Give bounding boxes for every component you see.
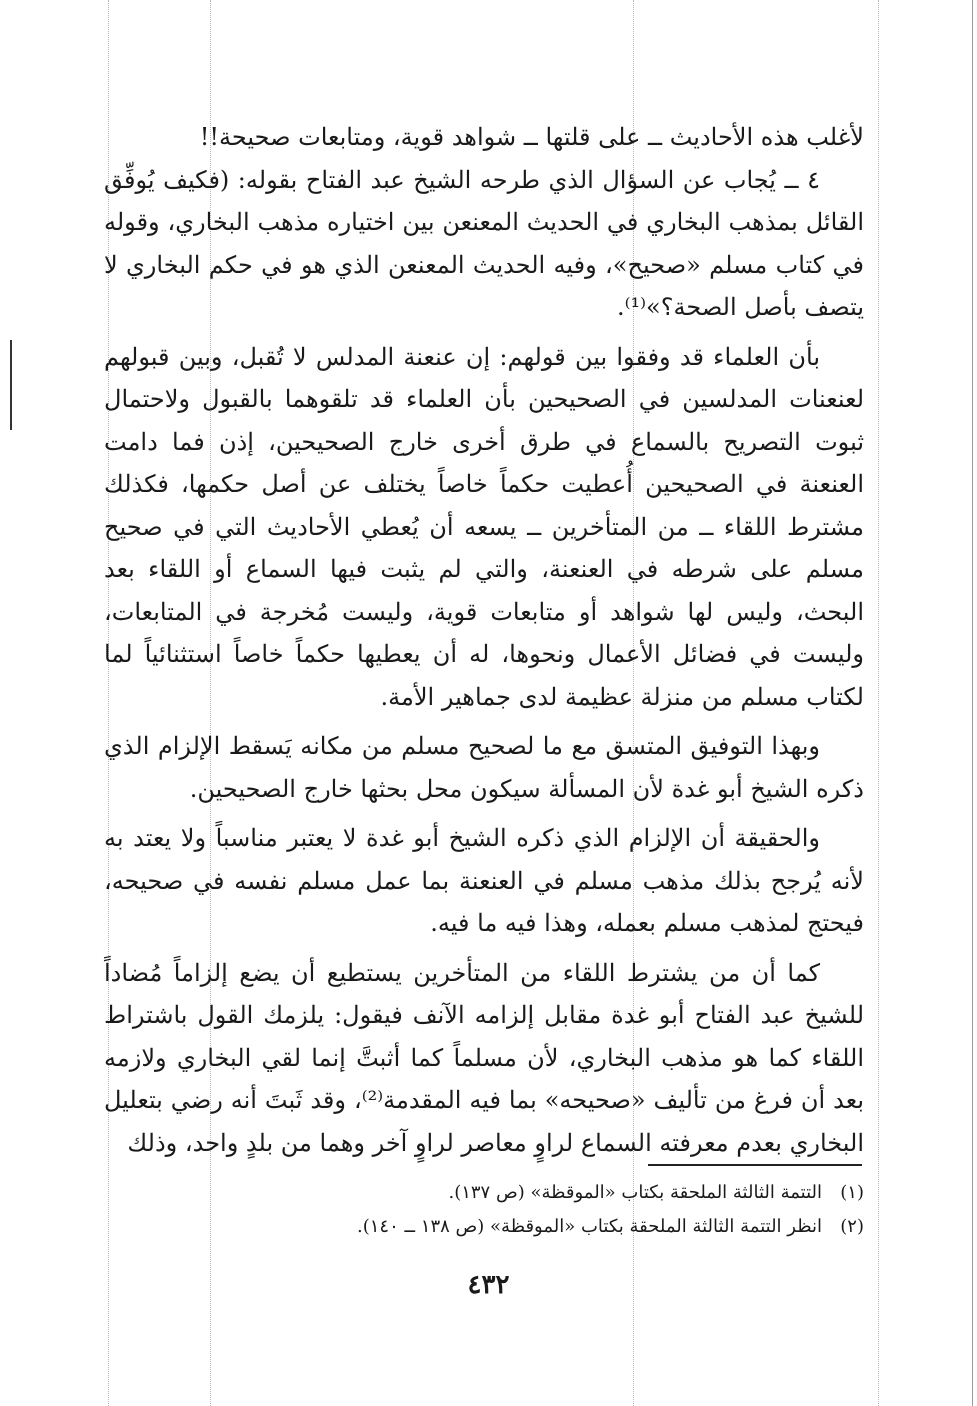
paragraph: لأغلب هذه الأحاديث ــ على قلتها ــ شواهد قوية، ومتابعات صحيحة!! [199,123,864,151]
paragraph: بأن العلماء قد وفقوا بين قولهم: إن عنعنة المدلس لا تُقبل، وبين قبولهم لعنعنات المدلسين في الصحيحين بأن العلماء قد تلقوهما بالقبول ولاحتمال ثبوت التصريح بالسماع في طرق أخرى خارج الصحيحين، إذن فما دامت العنعنة في الصحيحين أُعطيت حكماً خاصاً يختلف عن أصل حكمها، فكذلك مشترط اللقاء ــ من المتأخرين ــ يسعه أن يُعطي الأحاديث التي في صحيح مسلم على شرطه في العنعنة، والتي لم يثبت فيها السماع أو اللقاء بعد البحث، وليس لها شواهد أو متابعات قوية، وليست مُخرجة في المتابعات، وليست في فضائل الأعمال ونحوها، له أن يعطيها حكماً خاصاً استثنائياً لما لكتاب مسلم من منزلة عظيمة لدى جماهير الأمة. [104,342,864,711]
footnote-1 [104,1176,864,1210]
footnote-text: انظر التتمة الثالثة الملحقة بكتاب «الموقظة» (ص ١٣٨ ــ ١٤٠). [357,1216,822,1237]
main-text [104,116,864,1171]
footnote-number: (١) [840,1182,864,1203]
scan-guide-line [878,0,879,1406]
footnote-2 [104,1210,864,1244]
page-number: ٤٣٢ [467,1270,510,1300]
footnote-text: التتمة الثالثة الملحقة بكتاب «الموقظة» (ص ١٣٧). [448,1182,822,1203]
page-edge-line [972,0,973,1406]
footnote-number: (٢) [840,1216,864,1237]
paragraph: والحقيقة أن الإلزام الذي ذكره الشيخ أبو غدة لا يعتبر مناسباً ولا يعتد به لأنه يُرجح بذلك مذهب مسلم في العنعنة بما عمل مسلم نفسه في صحيحه، فيحتج لمذهب مسلم بعمله، وهذا فيه ما فيه. [104,824,864,937]
footnotes [104,1176,864,1244]
paragraph: ٤ ــ يُجاب عن السؤال الذي طرحه الشيخ عبد الفتاح بقوله: (فكيف يُوفِّق القائل بمذهب البخاري في الحديث المعنعن بين اختياره مذهب البخاري، وقوله في كتاب مسلم «صحيح»، وفيه الحديث المعنعن الذي هو في حكم البخاري لا يتصف بأصل الصحة؟»⁽¹⁾. [104,165,864,321]
paragraph: وبهذا التوفيق المتسق مع ما لصحيح مسلم من مكانه يَسقط الإلزام الذي ذكره الشيخ أبو غدة لأن المسألة سيكون محل بحثها خارج الصحيحين. [104,732,864,803]
paragraph: كما أن من يشترط اللقاء من المتأخرين يستطيع أن يضع إلزاماً مُضاداً للشيخ عبد الفتاح أبو غدة مقابل إلزامه الآنف فيقول: يلزمك القول باشتراط اللقاء كما هو مذهب البخاري، لأن مسلماً كما أثبتَّ إنما لقي البخاري ولازمه بعد أن فرغ من تأليف «صحيحه» بما فيه المقدمة⁽²⁾، وقد ثَبتَ أنه رضي بتعليل البخاري بعدم معرفته السماع لراوٍ معاصر لراوٍ آخر وهما من بلدٍ واحد، وذلك [104,958,865,1157]
footnote-separator [648,1164,862,1166]
scan-margin-mark [10,340,12,430]
